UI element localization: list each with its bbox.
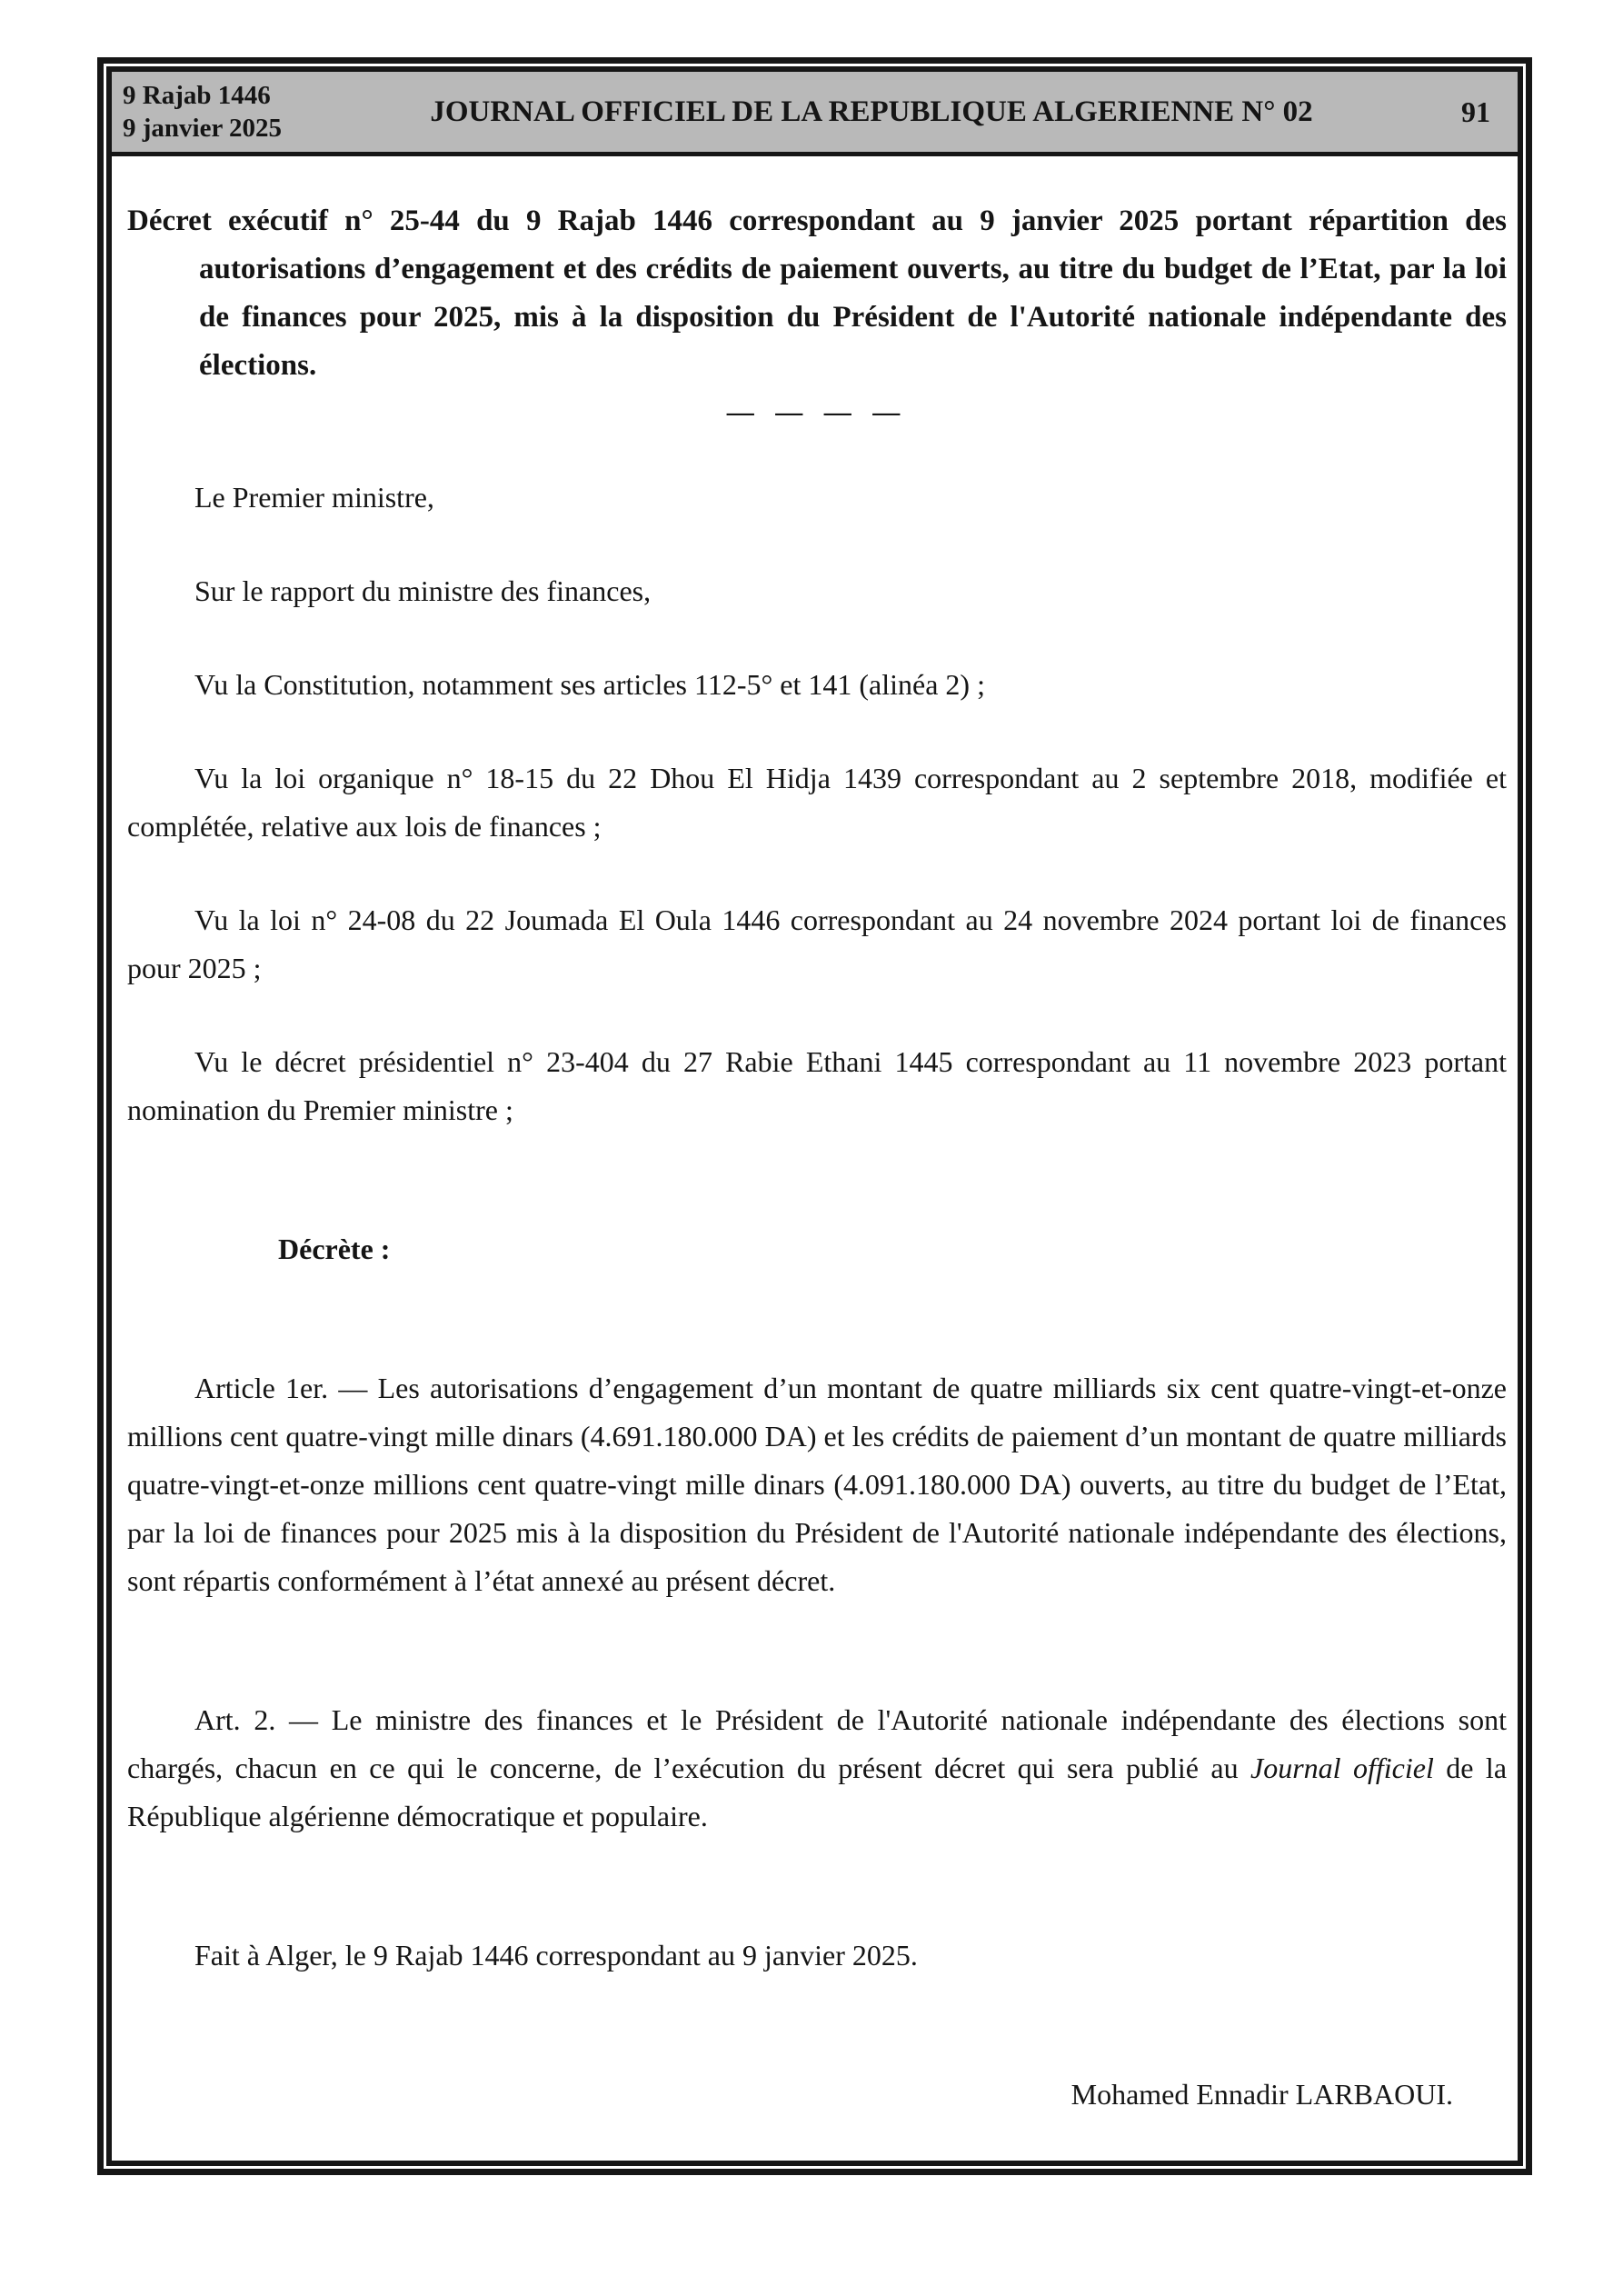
page-outer-frame	[97, 57, 1532, 2175]
preamble-paragraph: Sur le rapport du ministre des finances,	[194, 574, 652, 607]
header-date-gregorian: 9 janvier 2025	[123, 114, 283, 143]
article-2-journal-officiel-italic: Journal officiel	[1250, 1752, 1434, 1784]
preamble-paragraph: Vu la loi n° 24-08 du 22 Joumada El Oula 1446 correspondant au 24 novembre 2024 portant loi de finances pour 2025 ;	[127, 903, 1507, 984]
journal-title: JOURNAL OFFICIEL DE LA REPUBLIQUE ALGERIENNE N° 02	[430, 95, 1313, 128]
article-2-paragraph	[127, 1696, 1507, 1841]
header-dates	[123, 79, 282, 145]
page-number: 91	[1461, 95, 1490, 128]
preamble-paragraph: Vu le décret présidentiel n° 23-404 du 27 Rabie Ethani 1445 correspondant au 11 novembre 2023 portant nomination du Premier ministre ;	[127, 1045, 1507, 1126]
header-date-hijri: 9 Rajab 1446	[123, 81, 271, 110]
decree-title: Décret exécutif n° 25-44 du 9 Rajab 1446 correspondant au 9 janvier 2025 portant répartition des autorisations d’engagement et des crédits de paiement ouverts, au titre du budget de l’Etat, par la loi de finances pour 2025, mis à la disposition du Président de l'Autorité nationale indépendante des élections.	[127, 205, 1507, 382]
article-2-text-after: de la République algérienne démocratique et populaire.	[127, 1752, 1508, 1832]
article-1-paragraph: Article 1er. — Les autorisations d’engagement d’un montant de quatre milliards six cent quatre-vingt-et-onze millions cent quatre-vingt mille dinars (4.691.180.000 DA) et les crédits de paiement d’un montant de quatre milliards quatre-vingt-et-onze millions cent quatre-vingt mille dinars (4.091.180.000 DA) ouverts, au titre du budget de l’Etat, par la loi de finances pour 2025 mis à la disposition du Président de l'Autorité nationale indépendante des élections, sont répartis conformément à l’état annexé au présent décret.	[127, 1372, 1507, 1597]
preamble-paragraph: Vu la Constitution, notamment ses articles 112-5° et 141 (alinéa 2) ;	[194, 668, 985, 701]
preamble-paragraph: Le Premier ministre,	[194, 481, 434, 514]
title-separator-dashes: — — — —	[726, 397, 908, 427]
page-header-band	[112, 72, 1518, 156]
decrete-label: Décrète :	[278, 1233, 391, 1265]
decree-body	[112, 156, 1518, 2161]
article-2-text-before: Art. 2. — Le ministre des finances et le Président de l'Autorité nationale indépendante des élections sont chargés, chacun en ce qui le concerne, de l’exécution du présent décret qui sera publié au	[127, 1703, 1507, 1784]
preamble-paragraph: Vu la loi organique n° 18-15 du 22 Dhou El Hidja 1439 correspondant au 2 septembre 2018, modifiée et complétée, relative aux lois de finances ;	[127, 762, 1507, 843]
signature-name: Mohamed Ennadir LARBAOUI.	[1070, 2078, 1453, 2111]
page-inner-frame	[106, 66, 1523, 2166]
closing-date-line: Fait à Alger, le 9 Rajab 1446 correspondant au 9 janvier 2025.	[194, 1939, 918, 1972]
